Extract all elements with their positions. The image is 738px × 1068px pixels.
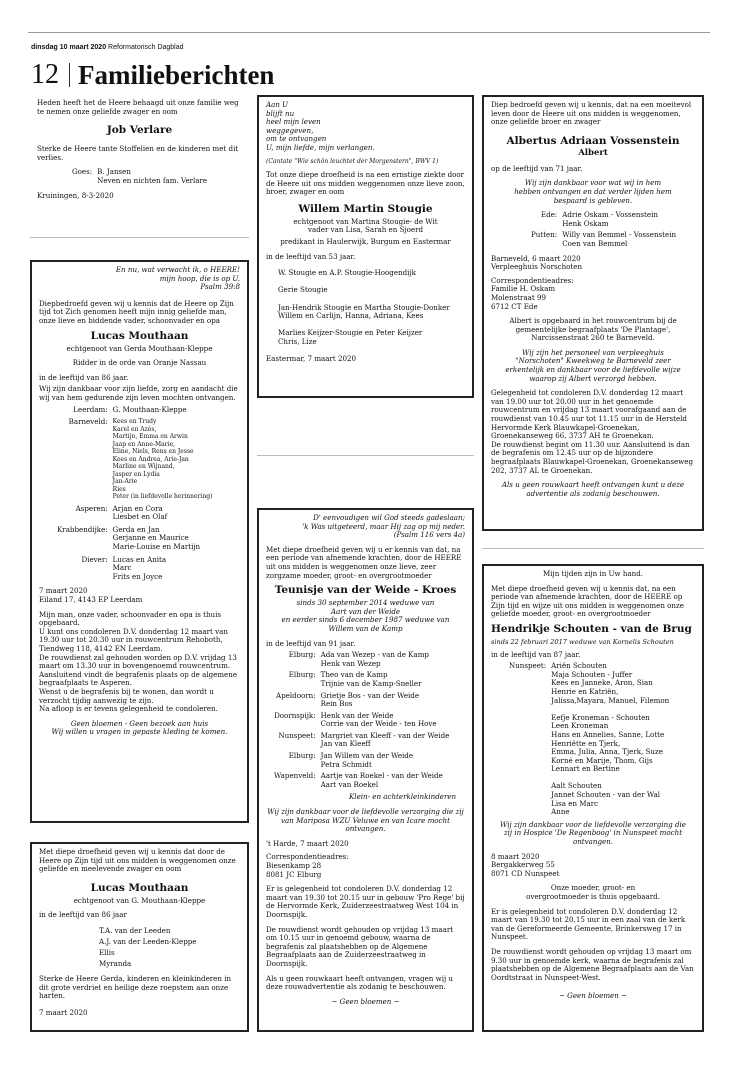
deceased-name: Lucas Mouthaan [90, 329, 189, 342]
condolence-text: Er is gelegenheid tot condoleren D.V. donderdag 12 maart van 19.30 tot 20.15 uur in een zaal van de kerk van de Gereformeerde Gemeente, Brinkersweg 17 in Nunspeet. [491, 906, 686, 942]
divider [482, 548, 704, 549]
family-names: W. Stougie en A.P. Stougie-Hoogendijk Gerie Stougie Jan-Hendrik Stougie en Martha Stougie-Donker Willem en Carlijn, Hanna, Adriana, Kees Marlies Keijzer-Stougie en Peter Keijzer Chris, Lize [278, 268, 450, 346]
deceased-name: Teunisje van der Weide - Kroes [274, 584, 457, 597]
ad-intro: Met diepe droefheid geven wij u kennis dat, na een periode van afnemende krachten, door de HEERE op Zijn tijd en wijze uit ons midden is weggenomen onze geliefde moeder, groot- en overgrootmoeder [491, 583, 684, 619]
ad-mouthaan-2 [30, 842, 249, 1032]
ad-stougie [257, 95, 474, 398]
family-names: Willy van Bemmel - Vossenstein Coen van Bemmel [562, 230, 677, 248]
deceased-name: Job Verlare [106, 124, 173, 137]
ad-mouthaan-1 [30, 260, 249, 823]
widow-line: sinds 30 september 2014 weduwe van Aart van der Weide en eerder sinds 6 december 1987 weduwe van Willem van de Kamp [281, 598, 450, 633]
ad-text: Sterke de Heere Gerda, kinderen en kleinkinderen in dit grote verdriet en heilige deze roepstem aan onze harten. [39, 973, 232, 1001]
family-names: Theo van de Kamp Trijnie van de Kamp-Sneller [320, 670, 422, 688]
family-place: Ede: [540, 210, 558, 220]
correspondence-address: Correspondentieadres: Biesenkamp 28 8081 JC Elburg [266, 852, 349, 879]
deceased-name: Willem Martin Stougie [298, 202, 433, 215]
funeral-text: Mijn man, onze vader, schoonvader en opa is thuis opgebaard. U kunt ons condoleren D.V. donderdag 12 maart van 19.30 uur tot 20.30 uur in rouwcentrum Rehoboth, Tiendweg 118, 4142 EN Leerdam. De rouwdienst zal gehouden worden op D.V. vrijdag 13 maart om 13.30 uur in bovengenoemd rouwcentrum. Aansluitend vindt de begrafenis plaats op de algemene begraafplaats te Asperen. Wenst u de begrafenis bij te wonen, dan wordt u verzocht tijdig aanwezig te zijn. Na afloop is er tevens gelegenheid te condoleren. [39, 609, 238, 714]
deceased-name: Albertus Adriaan Vossenstein [506, 134, 680, 147]
ad-verse: D' eenvoudigen wil God steeds gadeslaan; 'k Was uitgeteerd, maar Hij zag op mij neder. (Psalm 116 vers 4a) [302, 513, 465, 540]
age-line: in de leeftijd van 53 jaar. [266, 251, 356, 261]
family-names: Ariën Schouten Maja Schouten - Juffer Kees en Janneke, Aron, Sian Henrie en Katriën, Jalissa,Mayara, Manuel, Filemon Eefje Kroneman - Schouten Leen Kroneman Hans en Annelies, Sanne, Lotte Henriëtte en Tjerk, Emma, Julia, Anna, Tjerk, Suze Korné en Marije, Thom, Gijs Lennart en Bertine Aalt Schouten Jannet Schouten - van der Wal Lisa en Marc Anne [551, 661, 670, 817]
ad-footer: Geen bloemen - Geen bezoek aan huis Wij willen u vragen in gepaste kleding te komen. [51, 718, 228, 737]
thanks-text: Wij zijn dankbaar voor zijn liefde, zorg en aandacht die wij van hem gedurende zijn leven mochten ontvangen. [39, 384, 238, 402]
family-place: Asperen: [75, 503, 108, 513]
spouse-line: echtgenoot van G. Mouthaan-Kleppe [73, 895, 206, 905]
family-list [57, 406, 240, 582]
funeral-text: De rouwdienst wordt gehouden op vrijdag 13 maart om 10.15 uur in genoemd gebouw, waarna de begrafenis zal plaatshebben op de Algemene Begraafplaats aan de Zuiderzeestraatweg in Doornspijk. [266, 924, 454, 968]
family-place: Elburg: [288, 751, 316, 761]
family-place: Putten: [531, 230, 558, 240]
family-names: B. Jansen Neven en nichten fam. Verlare [97, 167, 208, 185]
honor-line: Ridder in de orde van Oranje Nassau [72, 358, 207, 368]
family-place: Leerdam: [73, 404, 108, 414]
thanks-text: Wij zijn dankbaar voor de liefdevolle verzorging die zij van Mariposa WZU Veluwe en van Icare mocht ontvangen. [267, 807, 464, 834]
ad-kroes [257, 508, 474, 1032]
header-date: dinsdag 10 maart 2020 [31, 44, 107, 51]
ad-intro: Heden heeft het de Heere behaagd uit onze familie weg te nemen onze geliefde zwager en oom [37, 98, 239, 116]
funeral-text: De rouwdienst wordt gehouden op vrijdag 13 maart om 9.30 uur in genoemde kerk, waarna de begrafenis zal plaatshebben op de Algemene Begraafplaats aan de Van Oordtstraat in Nunspeet-West. [491, 946, 694, 982]
divider [30, 237, 249, 238]
thanks-text: Wij zijn dankbaar voor wat wij in hem hebben ontvangen en dat verder lijden hem bespaard is gebleven. [514, 178, 672, 205]
ad-intro: Tot onze diepe droefheid is na een ernstige ziekte door de Heere uit ons midden weggenomen onze lieve zoon, broer, zwager en oom [266, 170, 465, 197]
family-names: T.A. van der Leeden A.J. van der Leeden-Kleppe Ellis Myranda [99, 925, 197, 968]
family-names: Kees en Trudy Karel en Azés, Martijn, Emma en Arwin Jaap en Anne-Marie, Eline, Niels, Rens en Jesse Kees en Andrea, Arie-Jan Marline en Wijnand, Jasper en Lydia Jan-Arie Ries Peter (in liefdevolle herinnering) [112, 418, 213, 501]
ad-footer: ~ Geen bloemen ~ [558, 991, 628, 1001]
family-list [509, 662, 695, 817]
family-names: Lucas en Anita Marc Frits en Joyce [112, 554, 167, 581]
family-place: Diever: [81, 554, 108, 564]
family-place: Goes: [72, 167, 93, 177]
family-names: Henk van der Weide Corrie van der Weide - ten Hove [320, 710, 437, 729]
correspondence-address: Correspondentieadres: Familie H. Oskam Molenstraat 99 6712 CT Ede [491, 275, 574, 311]
widow-line: sinds 22 februari 2017 weduwe van Kornelis Schouten [491, 637, 674, 646]
ad-schouten [482, 564, 704, 1032]
ad-intro: Diepbedroefd geven wij u kennis dat de Heere op Zijn tijd tot Zich genomen heeft mijn innig geliefde man, onze lieve en biddende vader, schoonvader en opa [39, 298, 234, 325]
family-place: Nunspeet: [278, 730, 316, 740]
ad-vossenstein [482, 95, 704, 531]
header-paper: Reformatorisch Dagblad [108, 44, 184, 51]
family-names: Arjan en Cora Liesbet en Olaf [112, 503, 168, 522]
family-place: Doornspijk: [274, 710, 316, 720]
deceased-name: Lucas Mouthaan [90, 881, 189, 894]
header-separator [69, 63, 70, 87]
family-place: Wapenveld: [274, 771, 316, 781]
age-line: in de leeftijd van 86 jaar. [39, 372, 129, 382]
date-address: 7 maart 2020 Eiland 17, 4143 EP Leerdam [39, 586, 143, 604]
divider [257, 455, 474, 456]
family-names: Aartje van Roekel - van der Weide Aart van Roekel [320, 771, 443, 789]
place-date: 't Harde, 7 maart 2020 [266, 838, 349, 848]
family-place: Elburg: [288, 650, 316, 660]
family-names: Margriet van Kleeff - van der Weide Jan van Kleeff [320, 730, 450, 749]
ad-intro: Met diepe droefheid geven wij u er kennis van dat, na een periode van afnemende krachten, door de HEERE uit ons midden is weggenomen onze lieve, zeer zorgzame moeder, groot- en overgrootmoeder [266, 544, 462, 580]
ad-verse: Mijn tijden zijn in Uw hand. [542, 569, 644, 578]
place-date: Barneveld, 6 maart 2020 Verpleeghuis Norschoten [491, 253, 583, 272]
ad-date: 7 maart 2020 [39, 1007, 88, 1017]
place-date: Eastermar, 7 maart 2020 [266, 353, 357, 363]
section-title: Familieberichten [78, 60, 275, 90]
place-date: Kruiningen, 8-3-2020 [37, 190, 114, 200]
family-list [274, 651, 465, 789]
page-number: 12 [31, 59, 59, 90]
laid-out-text: Onze moeder, groot- en overgrootmoeder is thuis opgebaard. [526, 883, 660, 901]
ad-intro: Met diepe droefheid geven wij u kennis dat door de Heere op Zijn tijd uit ons midden is weggenomen onze geliefde en meelevende zwager en oom [39, 847, 236, 874]
family-place: Apeldoorn: [276, 690, 316, 700]
header-rule [28, 32, 710, 33]
family-names: G. Mouthaan-Kleppe [112, 404, 187, 414]
staff-thanks: Wij zijn het personeel van verpleeghuis "Norschoten" Kweekweg te Barneveld zeer erkentelijk en dankbaar voor de liefdevolle wijze waarop zij Albert verzorgd hebben. [505, 347, 681, 383]
date-address: 8 maart 2020 Bergakkerweg 55 8071 CD Nunspeet [491, 851, 560, 878]
age-line: op de leeftijd van 71 jaar. [491, 163, 583, 173]
thanks-text: Wij zijn dankbaar voor de liefdevolle verzorging die zij in Hospice 'De Regenboog' in Nunspeet mocht ontvangen. [500, 819, 686, 847]
spouse-line: echtgenoot van Martina Stougie- de Wit vader van Lisa, Sarah en Sjoerd [293, 216, 438, 235]
ad-verse: Aan U blijft nu heel mijn leven weggegeven, om te ontvangen U, mijn liefde, mijn verlangen. [266, 100, 375, 152]
family-place: Krabbendijke: [57, 524, 108, 534]
header-dateline [31, 44, 184, 51]
condolence-text: Er is gelegenheid tot condoleren D.V. donderdag 12 maart van 19.30 tot 20.15 uur in gebouw 'Pro Rege' bij de Hervormde Kerk, Zuiderzeestraatweg West 104 in Doornspijk. [266, 884, 465, 919]
family-names: Adrie Oskam - Vossenstein Henk Oskam [562, 210, 658, 228]
family-list [531, 211, 695, 248]
family-place: Barneveld: [68, 417, 108, 427]
ad-verse: En nu, wat verwacht ik, o HEERE! mijn hoop, die is op U. Psalm 39:8 [115, 265, 240, 292]
condolence-text: Gelegenheid tot condoleren D.V. donderdag 12 maart van 19.00 uur tot 20.00 uur in het genoemde rouwcentrum en vrijdag 13 maart voorafgaand aan de rouwdienst van 10.45 uur tot 11.15 uur in de Hersteld Hervormde Kerk Blauwkapel-Groenekan, Groenekanseweg 66, 3737 AH te Groenekan. De rouwdienst begint om 11.30 uur. Aansluitend is dan de begrafenis om 12.45 uur op de bijzondere begraafplaats Blauwkapel-Groenekan, Groenekanseweg 202, 3737 AL te Groenekan. [491, 388, 693, 475]
age-line: in de leeftijd van 91 jaar. [266, 638, 356, 648]
family-place: Elburg: [288, 670, 316, 680]
deceased-nickname: Albert [578, 147, 608, 158]
spouse-line: echtgenoot van Gerda Mouthaan-Kleppe [66, 343, 213, 353]
grandchildren-line: Klein- en achterkleinkinderen [349, 792, 457, 802]
age-line: in de leeftijd van 87 jaar. [491, 649, 581, 659]
ad-intro: Diep bedroefd geven wij u kennis, dat na een moeitevol leven door de Heere uit ons midden is weggenomen, onze geliefde broer en zwager [491, 100, 692, 127]
notice-text: Als u geen rouwkaart heeft ontvangen, vragen wij u deze rouwadvertentie als zodanig te beschouwen. [266, 973, 453, 992]
verse-source: (Cantate "Wie schön leuchtet der Morgenstern", BWV 1) [266, 157, 439, 165]
ad-verlare [30, 95, 249, 213]
age-line: in de leeftijd van 86 jaar [39, 910, 127, 920]
role-line: predikant in Haulerwijk, Burgum en Eastermar [280, 237, 451, 247]
family-names: Grietje Bos - van der Weide Rein Bos [320, 690, 420, 709]
family-names: Jan Willem van der Weide Petra Schmidt [320, 751, 414, 769]
laid-out-text: Albert is opgebaard in het rouwcentrum bij de gemeentelijke begraafplaats 'De Plantage', Narcissenstraat 260 te Barneveld. [509, 316, 677, 343]
ad-text: Sterke de Heere tante Stoffelien en de kinderen met dit verlies. [37, 144, 239, 162]
deceased-name: Hendrikje Schouten - van de Brug [491, 622, 692, 635]
ad-footer: ~ Geen bloemen ~ [331, 996, 400, 1006]
ad-footer: Als u geen rouwkaart heeft ontvangen kunt u deze advertentie als zodanig beschouwen. [501, 480, 685, 498]
family-names: Ada van Wezep - van de Kamp Henk van Wezep [320, 650, 429, 668]
family-names: Gerda en Jan Gerjanne en Maurice Marie-Louise en Martijn [112, 524, 201, 551]
family-list [72, 168, 242, 185]
family-place: Nunspeet: [509, 661, 547, 671]
